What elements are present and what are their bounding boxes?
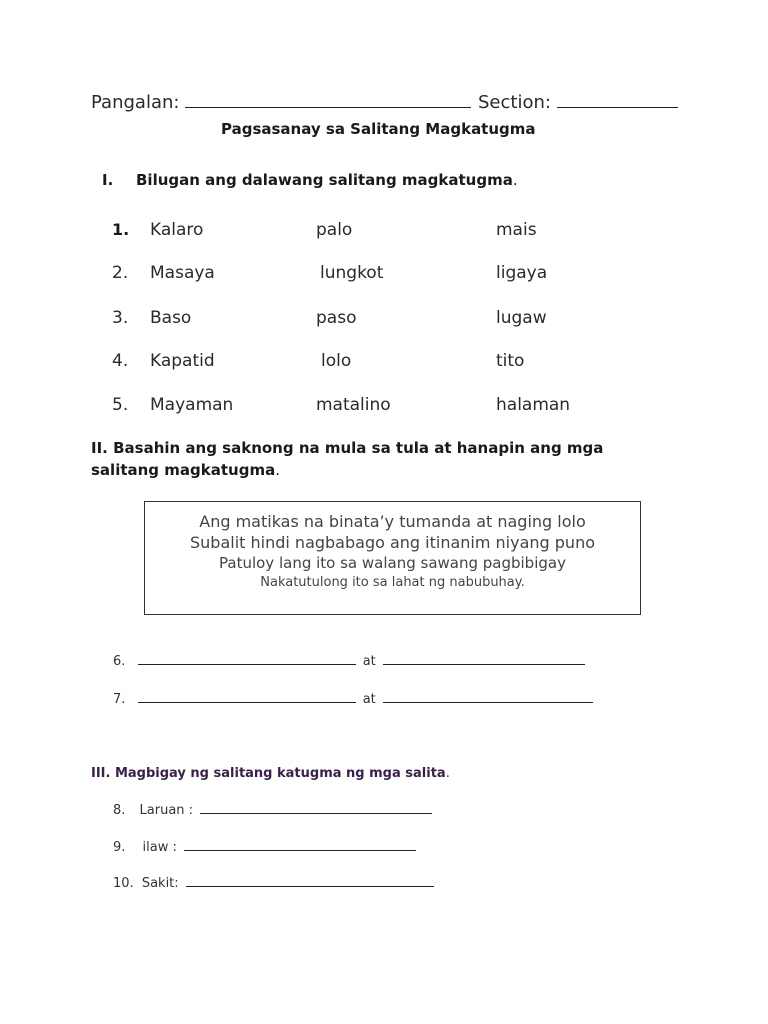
poem-line: Patuloy lang ito sa walang sawang pagbibigay (219, 554, 566, 572)
item-number: 4. (112, 351, 129, 371)
part1-numeral: I. (102, 171, 114, 189)
word-option[interactable]: mais (496, 220, 537, 240)
rhyme-row (113, 840, 416, 855)
rhyme-blank[interactable] (184, 849, 416, 851)
item-number: 5. (112, 395, 129, 415)
word-option[interactable]: Kalaro (150, 220, 204, 240)
answer-connector: at (362, 692, 376, 707)
word-option[interactable]: paso (316, 308, 357, 328)
part2-instruction-period: . (275, 461, 280, 479)
item-number: 1. (112, 220, 130, 239)
name-row (91, 92, 471, 113)
part1-instruction-period: . (512, 171, 518, 189)
word-option[interactable]: Kapatid (150, 351, 215, 371)
rhyme-number: 9. (113, 840, 126, 855)
part3-instruction-text: III. Magbigay ng salitang katugma ng mga salita (91, 766, 446, 781)
part3-instruction (91, 766, 450, 781)
rhyme-label: ilaw : (142, 840, 177, 855)
rhyme-number: 8. (113, 803, 126, 818)
word-option[interactable]: Baso (150, 308, 192, 328)
rhyme-blank[interactable] (200, 812, 432, 814)
answer-blank[interactable] (383, 663, 585, 665)
part2-instruction-line1: II. Basahin ang saknong na mula sa tula at hanapin ang mga (91, 439, 604, 457)
rhyme-label: Sakit: (141, 876, 179, 891)
rhyme-row (113, 876, 434, 891)
word-option[interactable]: Mayaman (150, 395, 234, 415)
answer-number: 7. (113, 692, 126, 707)
rhyme-row (113, 803, 432, 818)
answer-row (113, 654, 585, 669)
poem-box (144, 501, 641, 615)
page-title: Pagsasanay sa Salitang Magkatugma (221, 120, 536, 138)
part2-instruction-line2 (91, 461, 280, 479)
word-option[interactable]: tito (496, 351, 525, 371)
section-field[interactable] (557, 106, 678, 108)
answer-connector: at (362, 654, 376, 669)
part1-instruction-text: Bilugan ang dalawang salitang magkatugma (136, 171, 513, 189)
word-option[interactable]: halaman (496, 395, 571, 415)
item-number: 3. (112, 308, 129, 328)
rhyme-label: Laruan : (139, 803, 194, 818)
answer-row (113, 692, 593, 707)
word-option[interactable]: matalino (316, 395, 391, 415)
rhyme-number: 10. (113, 876, 134, 891)
poem-line: Ang matikas na binata’y tumanda at naging lolo (199, 512, 586, 531)
poem-line: Subalit hindi nagbabago ang itinanim niyang puno (190, 533, 595, 552)
name-label: Pangalan: (91, 92, 180, 113)
answer-number: 6. (113, 654, 126, 669)
poem-line: Nakatutulong ito sa lahat ng nabubuhay. (260, 575, 525, 590)
part2-instruction-text: salitang magkatugma (91, 461, 276, 479)
part3-instruction-period: . (445, 766, 450, 781)
word-option[interactable]: Masaya (150, 263, 215, 283)
answer-blank[interactable] (138, 701, 356, 703)
name-field[interactable] (185, 106, 471, 108)
part1-instruction (136, 171, 518, 189)
answer-blank[interactable] (383, 701, 593, 703)
word-option[interactable]: ligaya (496, 263, 548, 283)
section-label: Section: (478, 92, 551, 113)
word-option[interactable]: lolo (321, 351, 352, 371)
word-option[interactable]: lugaw (496, 308, 547, 328)
word-option[interactable]: palo (316, 220, 353, 240)
answer-blank[interactable] (138, 663, 356, 665)
rhyme-blank[interactable] (186, 885, 434, 887)
section-row (478, 92, 678, 113)
word-option[interactable]: lungkot (320, 263, 384, 283)
item-number: 2. (112, 263, 129, 283)
